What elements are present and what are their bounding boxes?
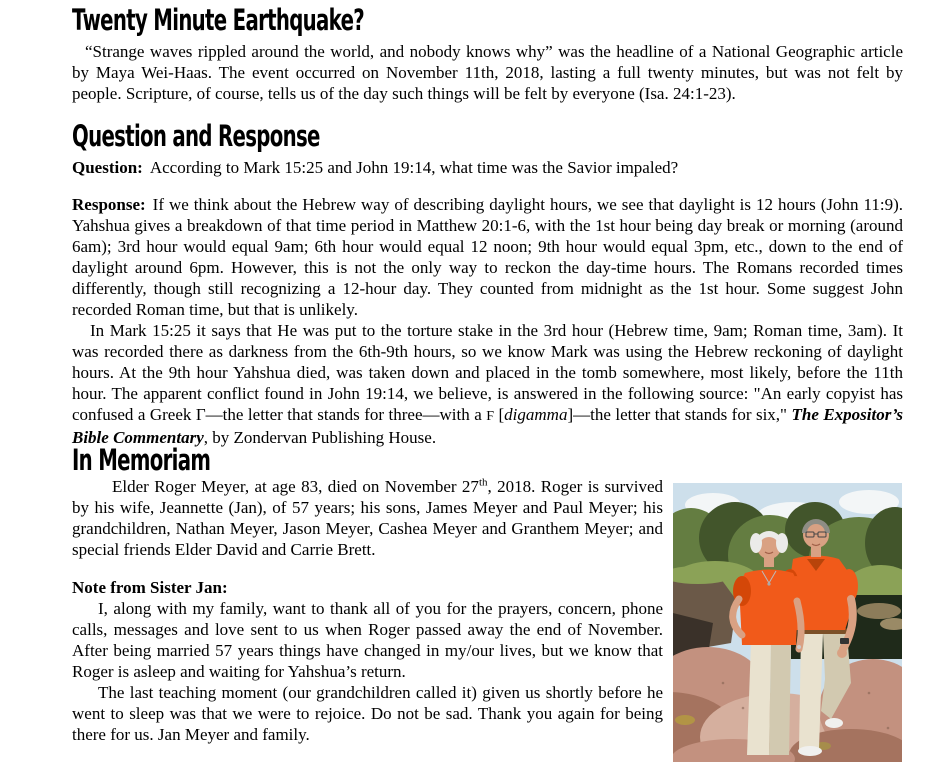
response-para2-bracket: [ xyxy=(494,405,505,424)
memoriam-para-lead: Elder Roger Meyer, at age 83, died on November 27 xyxy=(112,477,479,496)
response-para2-tail: , by Zondervan Publishing House. xyxy=(203,428,437,447)
question-response-heading xyxy=(72,119,903,153)
question-response-heading-text: Question and Response xyxy=(72,119,320,153)
ordinal-superscript: th xyxy=(478,476,488,489)
digamma-word-italic: digamma xyxy=(504,405,568,424)
question-label: Question: xyxy=(72,158,143,177)
memoriam-text-column xyxy=(72,476,663,745)
response-label: Response: xyxy=(72,195,146,214)
memoriam-photo-illustration xyxy=(673,483,902,762)
response-paragraph-1 xyxy=(72,194,903,320)
in-memoriam-heading-text: In Memoriam xyxy=(72,443,211,477)
earthquake-heading xyxy=(72,3,903,37)
question-text: According to Mark 15:25 and John 19:14, what time was the Savior impaled? xyxy=(149,158,679,177)
in-memoriam-heading xyxy=(72,443,903,477)
earthquake-heading-text: Twenty Minute Earthquake? xyxy=(72,3,365,37)
note-paragraph-1: I, along with my family, want to thank all of you for the prayers, concern, phone calls, messages and love sent to us when Roger passed away the end of November. After being married 57 years things have changed in my/our lives, but we know that Roger is asleep and waiting for Yahshua’s return. xyxy=(72,599,663,681)
book-title: The Expositor’s Bible Commentary xyxy=(72,405,904,447)
note-heading xyxy=(72,577,663,598)
note-paragraph-2: The last teaching moment (our grandchildren called it) given us shortly before he went to sleep was that we were to rejoice. Do not be sad. Thank you again for being there for us. Jan Meyer and family. xyxy=(72,683,663,744)
memoriam-photo xyxy=(673,483,902,762)
note-heading-text: Note from Sister Jan: xyxy=(72,578,228,597)
earthquake-paragraph: “Strange waves rippled around the world, and nobody knows why” was the headline of a National Geographic article by Maya Wei-Haas. The event occurred on November 11th, 2018, lasting a full twenty minutes, but was not felt by people. Scripture, of course, tells us of the day such things will be felt by everyone (Isa. 24:1-23). xyxy=(72,42,903,103)
response-paragraph-2 xyxy=(72,320,903,448)
question-line xyxy=(72,157,903,178)
section-question-response xyxy=(72,119,904,448)
response-para2-after-italic: ]—the letter that stands for six," xyxy=(567,405,792,424)
section-earthquake xyxy=(72,3,903,104)
response-text: If we think about the Hebrew way of describing daylight hours, we see that daylight is 12 hours (John 11:9). Yahshua gives a breakdown of that time period in Matthew 20:1-6, with the 1st hour being day break or morning (around 6am); 3rd hour would equal 9am; 6th hour would equal 12 noon; 9th hour would equal 3pm, etc., down to the end of daylight around 6pm. However, this is not the only way to reckon the day-time hours. The Romans recorded times differently, though still recognizing a 12-hour day. They counted from midnight as the 1st hour. Some suggest John recorded Roman time, but that is unlikely. xyxy=(72,195,903,319)
response-para2-lead: In Mark 15:25 it says that He was put to the torture stake in the 3rd hour (Hebrew time, 9am; Roman time, 3am). It was recorded there as darkness from the 6th-9th hours, so we know Mark was using the Hebrew reckoning of daylight hours. At the 9th hour Yahshua died, was taken down and placed in the tomb somewhere, most likely, before the 11th hour. The apparent conflict found in John 19:14, we believe, is answered in the following source: "An early copyist has confused a Greek Γ—the letter that stands for three—with a xyxy=(72,321,903,424)
memoriam-para-tail: , 2018. Roger is survived by his wife, Jeannette (Jan), of 57 years; his sons, James Meyer and Paul Meyer; his grandchildren, Nathan Meyer, Jason Meyer, Cashea Meyer and Granthem Meyer; and special friends Elder David and Carrie Brett. xyxy=(72,477,663,559)
memoriam-paragraph xyxy=(72,476,663,560)
greek-digamma-letter: Ϝ xyxy=(486,409,495,424)
